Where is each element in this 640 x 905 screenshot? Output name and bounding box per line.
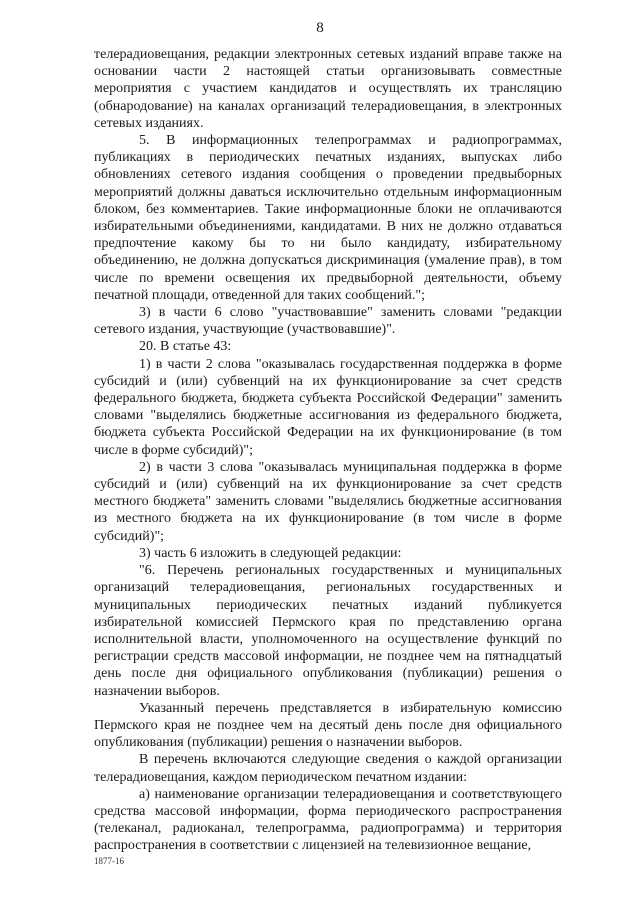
paragraph-list-submission: Указанный перечень представляется в избирательную комиссию Пермского края не позднее чем на десятый день после дня официального опубликования (публикации) решения о назначении выборов.	[94, 700, 562, 751]
paragraph-subitem-3-part-6: 3) в части 6 слово "участвовавшие" заменить словами "редакции сетевого издания, участвующие (участвовавшие)".	[94, 305, 562, 338]
paragraph-article-43-heading: 20. В статье 43:	[139, 339, 232, 355]
paragraph-part-6-text: "6. Перечень региональных государственных и муниципальных организаций телерадиовещания, региональных государственных и муниципальных периодических печатных изданий публикуется избирательной комиссией Пермского края по представлению органа исполнительной власти, уполномоченного на осуществление функций по регистрации средств массовой информации, не позднее чем на пятнадцатый день после дня официального опубликования (публикации) решения о назначении выборов.	[94, 563, 562, 699]
paragraph-item-5: 5. В информационных телепрограммах и радиопрограммах, публикациях в периодических печатных изданиях, выпусках либо обновлениях сетевого издания сообщения о проведении предвыборных мероприятий должны даваться исключительно отдельным информационным блоком, без комментариев. Такие информационные блоки не оплачиваются избирательными объединениями, кандидатами. В них не должно отдаваться предпочтение какому бы то ни было кандидату, избирательному объединению, не должна допускаться дискриминация (умаление прав), в том числе по времени освещения их предвыборной деятельности, объему печатной площади, отведенной для таких сообщений.";	[94, 133, 562, 303]
paragraph-subitem-1-part-2: 1) в части 2 слова "оказывалась государственная поддержка в форме субсидий и (или) субвенций на их функционирование за счет средств федерального бюджета, бюджета субъекта Российской Федерации" заменить словами "выделялись бюджетные ассигнования из федерального бюджета, бюджета субъекта Российской Федерации на их функционирование (в том числе в форме субсидий)";	[94, 356, 562, 458]
paragraph-continuation: телерадиовещания, редакции электронных сетевых изданий вправе также на основании части 2 настоящей статьи организовывать совместные мероприятия с участием кандидатов и осуществлять их трансляцию (обнародование) на каналах организаций телерадиовещания, в электронных сетевых изданиях.	[94, 47, 562, 131]
paragraph-subitem-2-part-3: 2) в части 3 слова "оказывалась муниципальная поддержка в форме субсидий и (или) субвенций на их функционирование за счет средств местного бюджета" заменить словами "выделялись бюджетные ассигнования из местного бюджета на их функционирование (в том числе в форме субсидий)";	[94, 459, 562, 544]
page-number: 8	[316, 20, 324, 36]
document-body	[94, 46, 562, 855]
paragraph-list-contents: В перечень включаются следующие сведения о каждой организации телерадиовещания, каждом периодическом печатном издании:	[94, 752, 562, 785]
paragraph-item-a: а) наименование организации телерадиовещания и соответствующего средства массовой информации, форма периодического распространения (телеканал, радиоканал, телепрограмма, радиопрограмма) и территория распространения в соответствии с лицензией на телевизионное вещание,	[94, 786, 562, 854]
paragraph-subitem-3-part-6-new: 3) часть 6 изложить в следующей редакции:	[139, 545, 402, 561]
document-code: 1877-16	[94, 856, 124, 866]
